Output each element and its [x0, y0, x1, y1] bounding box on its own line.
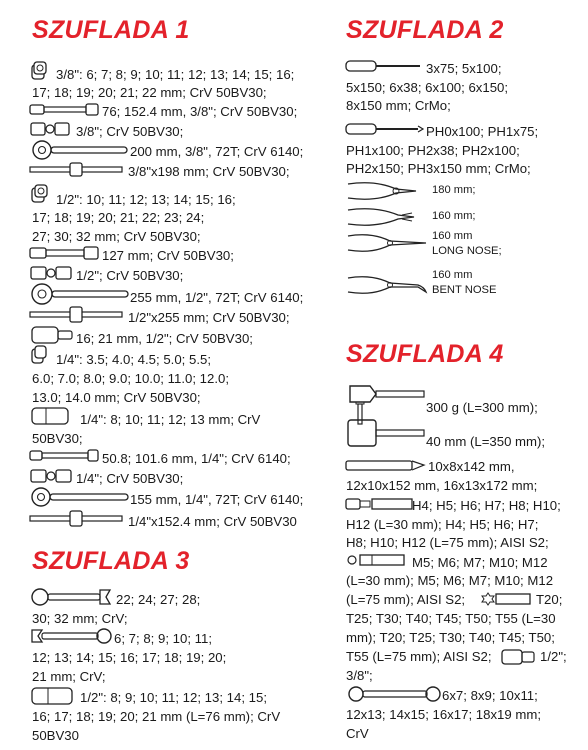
phillips-screwdriver-icon	[346, 121, 424, 137]
drawer-4-line: (L=30 mm); M5; M6; M7; M10; M12	[346, 573, 554, 588]
drawer-1-line: 255 mm, 1/2", 72T; CrV 6140;	[130, 290, 304, 305]
extension-bar-icon	[30, 244, 102, 262]
t-bar-icon	[30, 510, 126, 528]
drawer-1-line: 76; 152.4 mm, 3/8"; CrV 50BV30;	[102, 104, 298, 119]
socket-set-icon	[30, 344, 56, 366]
drawer-1-line: 127 mm; CrV 50BV30;	[102, 248, 234, 263]
drawer-4-line: H8; H10; H12 (L=75 mm); AISI S2;	[346, 535, 549, 550]
ratchet-icon	[30, 282, 130, 306]
drawer-2-line: 160 mm	[432, 269, 473, 281]
drawer-1-line: 1/4"x152.4 mm; CrV 50BV30	[128, 514, 297, 529]
drawer-4-line: M5; M6; M7; M10; M12	[412, 555, 548, 570]
drawer-1-line: 1/4": 8; 10; 11; 12; 13 mm; CrV	[80, 412, 261, 427]
ratchet-icon	[30, 485, 130, 509]
t-bar-icon	[30, 306, 126, 324]
drawer-1-line: 17; 18; 19; 20; 21; 22; 23; 24;	[32, 210, 205, 225]
drawer-3-line: 30; 32 mm; CrV;	[32, 611, 128, 626]
drawer-1-line: 50BV30;	[32, 431, 83, 446]
drawer-4-line: H4; H5; H6; H7; H8; H10;	[412, 498, 561, 513]
drawer-3-line: 1/2": 8; 9; 10; 11; 12; 13; 14; 15;	[80, 690, 268, 705]
drawer-4-line: 10x8x142 mm,	[428, 459, 515, 474]
drawer-4-line: T25; T30; T40; T45; T50; T55 (L=30	[346, 611, 556, 626]
drawer-3-line: 6; 7; 8; 9; 10; 11;	[114, 631, 212, 646]
drawer-3-line: 22; 24; 27; 28;	[116, 592, 201, 607]
universal-joint-icon	[30, 264, 76, 282]
drawer-4-line: 3/8";	[346, 668, 373, 683]
drawer-1-line: 1/2": 10; 11; 12; 13; 14; 15; 16;	[56, 192, 236, 207]
extension-bar-icon	[30, 101, 102, 119]
side-cutter-icon	[346, 204, 428, 230]
flat-screwdriver-icon	[346, 58, 424, 74]
drawer-4-line: 1/2";	[540, 649, 567, 664]
drawer-2-line: 160 mm	[432, 230, 473, 242]
drawer-1-line: 3/8"x198 mm; CrV 50BV30;	[128, 164, 290, 179]
drawer-4-title: SZUFLADA 4	[346, 340, 504, 368]
ratchet-icon	[30, 139, 130, 161]
drawer-3-line: 21 mm; CrV;	[32, 669, 106, 684]
drawer-1-line: 3/8": 6; 7; 8; 9; 10; 11; 12; 13; 14; 15; 16;	[56, 67, 295, 82]
drawer-1-line: 1/4"; CrV 50BV30;	[76, 471, 184, 486]
double-ring-wrench-icon	[346, 684, 442, 704]
combination-wrench-icon	[30, 587, 116, 607]
drawer-2-line: 3x75; 5x100;	[426, 61, 502, 76]
t-bar-icon	[30, 162, 126, 178]
hex-bit-icon	[346, 495, 414, 513]
drawer-2-line: 5x150; 6x38; 6x100; 6x150;	[346, 80, 509, 95]
universal-joint-icon	[30, 467, 76, 485]
spline-bit-icon	[346, 551, 406, 569]
drawer-4-line: mm); T20; T25; T30; T40; T45; T50;	[346, 630, 555, 645]
drawer-3-title: SZUFLADA 3	[32, 547, 190, 575]
deep-socket-icon	[30, 684, 80, 708]
drawer-1-line: 1/2"x255 mm; CrV 50BV30;	[128, 310, 290, 325]
drawer-2-line: PH2x150; PH3x150 mm; CrMo;	[346, 161, 531, 176]
drawer-2-line: 8x150 mm; CrMo;	[346, 98, 451, 113]
bent-nose-pliers-icon	[346, 272, 428, 298]
drawer-1-line: 27; 30; 32 mm; CrV 50BV30;	[32, 229, 201, 244]
drawer-2-line: LONG NOSE;	[432, 245, 502, 257]
drawer-1-line: 6.0; 7.0; 8.0; 9.0; 10.0; 11.0; 12.0;	[32, 371, 229, 386]
drawer-4-line: 6x7; 8x9; 10x11;	[442, 688, 538, 703]
drawer-1-line: 3/8"; CrV 50BV30;	[76, 124, 184, 139]
drawer-1-line: 50.8; 101.6 mm, 1/4"; CrV 6140;	[102, 451, 291, 466]
socket-set-icon	[30, 183, 58, 205]
drawer-2-line: BENT NOSE	[432, 284, 497, 296]
drawer-2-line: PH0x100; PH1x75;	[426, 124, 539, 139]
drawer-2-line: 180 mm;	[432, 184, 476, 196]
drawer-1-line: 1/4": 3.5; 4.0; 4.5; 5.0; 5.5;	[56, 352, 211, 367]
deep-socket-icon	[30, 404, 78, 430]
drawer-4-line: 12x10x152 mm, 16x13x172 mm;	[346, 478, 538, 493]
drawer-4-line: 12x13; 14x15; 16x17; 18x19 mm;	[346, 707, 542, 722]
drawer-4-line: T55 (L=75 mm); AISI S2;	[346, 649, 492, 664]
drawer-4-line: (L=75 mm); AISI S2;	[346, 592, 466, 607]
drawer-3-line: 16; 17; 18; 19; 20; 21 mm (L=76 mm); CrV	[32, 709, 281, 724]
drawer-1-line: 200 mm, 3/8", 72T; CrV 6140;	[130, 144, 304, 159]
bit-adapter-icon	[500, 647, 540, 667]
drawer-1-line: 17; 18; 19; 20; 21; 22 mm; CrV 50BV30;	[32, 85, 267, 100]
long-nose-pliers-icon	[346, 230, 428, 256]
universal-joint-icon	[30, 120, 74, 138]
drawer-4-line: 300 g (L=300 mm);	[426, 400, 538, 415]
drawer-1-line: 16; 21 mm, 1/2"; CrV 50BV30;	[76, 331, 253, 346]
extension-bar-icon	[30, 447, 102, 465]
drawer-4-line: CrV	[346, 726, 369, 741]
drawer-1-line: 13.0; 14.0 mm; CrV 50BV30;	[32, 390, 201, 405]
drawer-4-line: 40 mm (L=350 mm);	[426, 434, 546, 449]
chisel-icon	[346, 458, 426, 474]
drawer-2-line: 160 mm;	[432, 210, 476, 222]
drawer-4-line: T20;	[536, 592, 563, 607]
drawer-2-line: PH1x100; PH2x38; PH2x100;	[346, 143, 520, 158]
drawer-3-line: 12; 13; 14; 15; 16; 17; 18; 19; 20;	[32, 650, 227, 665]
drawer-1-line: 155 mm, 1/4", 72T; CrV 6140;	[130, 492, 304, 507]
drawer-4-line: H12 (L=30 mm); H4; H5; H6; H7;	[346, 517, 539, 532]
drawer-2-title: SZUFLADA 2	[346, 16, 504, 44]
rubber-mallet-icon	[346, 418, 426, 458]
torx-bit-icon	[482, 591, 532, 607]
drawer-3-line: 50BV30	[32, 728, 79, 743]
combination-pliers-icon	[346, 178, 428, 204]
drawer-1-title: SZUFLADA 1	[32, 16, 190, 44]
combination-wrench-icon	[30, 626, 114, 646]
drawer-1-line: 1/2"; CrV 50BV30;	[76, 268, 184, 283]
